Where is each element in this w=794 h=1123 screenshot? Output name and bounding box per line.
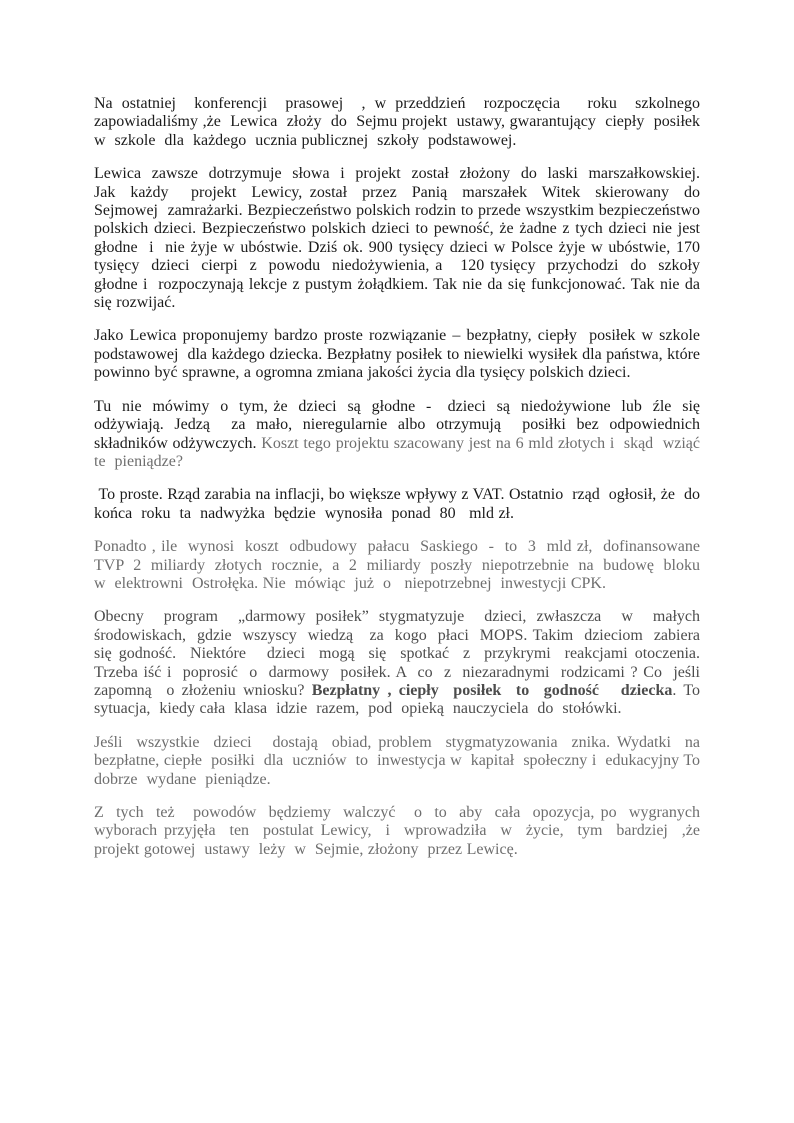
paragraph — [94, 538, 705, 593]
text-run: Obecny program „darmowy posiłek” stygmatyzuje dzieci, zwłaszcza w małych środowiskach, gdzie wszyscy wiedzą za kogo płaci MOPS. Takim dzieciom zabiera się godność. Niektóre dzieci mogą się spotkać z przykrymi reakcjami otoczenia. Trzeba iść i poprosić o darmowy posiłek. A co z niezaradnymi rodzicami ? Co jeśli zapomną o złożeniu wniosku? — [94, 608, 714, 699]
text-run-bold: Bezpłatny , ciepły posiłek to godność dziecka — [311, 681, 673, 699]
paragraph — [94, 804, 709, 859]
paragraph — [94, 397, 705, 472]
text-run: Ponadto , ile wynosi koszt odbudowy pałacu Saskiego - to 3 mld zł, dofinansowane TVP 2 miliardy złotych rocznie, a 2 miliardy poszły niepotrzebnie na budowę bloku w elektrowni Ostrołęka. Nie mówiąc już o niepotrzebnej inwestycji CPK. — [94, 538, 705, 592]
paragraph — [94, 327, 705, 382]
text-run: Lewica zawsze dotrzymuje słowa i projekt został złożony do laski marszałkowskiej. Jak każdy projekt Lewicy, został przez Panią marszałek Witek skierowany do Sejmowej zamrażarki. Bezpieczeństwo polskich rodzin to przede wszystkim bezpieczeństwo polskich dzieci. Bezpieczeństwo polskich dzieci to pewność, że żadne z tych dzieci nie jest głodne i nie żyje w ubóstwie. Dziś ok. 900 tysięcy dzieci w Polsce żyje w ubóstwie, 170 tysięcy dzieci cierpi z powodu niedożywienia, a 120 tysięcy przychodzi do szkoły głodne i rozpoczynają lekcje z pustym żołądkiem. Tak nie da się funkcjonować. Tak nie da się rozwijać. — [94, 165, 705, 312]
text-run: Jeśli wszystkie dzieci dostają obiad, problem stygmatyzowania znika. Wydatki na bezpłatne, ciepłe posiłki dla uczniów to inwestycja w kapitał społeczny i edukacyjny To dobrze wydane pieniądze. — [94, 733, 705, 788]
paragraph — [94, 733, 705, 789]
paragraph — [94, 486, 705, 523]
text-run: Koszt tego projektu szacowany jest na 6 mld złotych i skąd wziąć te pieniądze? — [94, 434, 705, 470]
text-run: Z tych też powodów będziemy walczyć o to aby cała opozycja, po wygranych wyborach przyjęła ten postulat Lewicy, i wprowadziła w życie, tym bardziej ,że projekt gotowej ustawy leży w Sejmie, złożony przez Lewicę. — [94, 804, 709, 858]
paragraph — [94, 608, 714, 718]
text-run: Jako Lewica proponujemy bardzo proste rozwiązanie – bezpłatny, ciepły posiłek w szkole podstawowej dla każdego dziecka. Bezpłatny posiłek to niewielki wysiłek dla państwa, które powinno być sprawne, a ogromna zmiana jakości życia dla tysięcy polskich dzieci. — [94, 327, 705, 382]
text-run: Tu nie mówimy o tym, że dzieci są głodne - dzieci są niedożywione lub źle się odżywiają. Jedzą za mało, nieregularnie albo otrzymują posiłki bez odpowiednich składników odżywczych. — [94, 397, 705, 452]
document-body — [94, 95, 714, 859]
paragraph — [94, 95, 705, 150]
text-run: . To sytuacja, kiedy cała klasa idzie razem, pod opieką nauczyciela do stołówki. — [94, 681, 709, 718]
paragraph — [94, 165, 705, 312]
text-run: To proste. Rząd zarabia na inflacji, bo większe wpływy z VAT. Ostatnio rząd ogłosił, że do końca roku ta nadwyżka będzie wynosiła ponad 80 mld zł. — [94, 486, 705, 522]
text-run: Na ostatniej konferencji prasowej , w przeddzień rozpoczęcia roku szkolnego zapowiadaliśmy ,że Lewica złoży do Sejmu projekt ustawy, gwarantujący ciepły posiłek w szkole dla każdego ucznia publicznej szkoły podstawowej. — [94, 95, 705, 149]
